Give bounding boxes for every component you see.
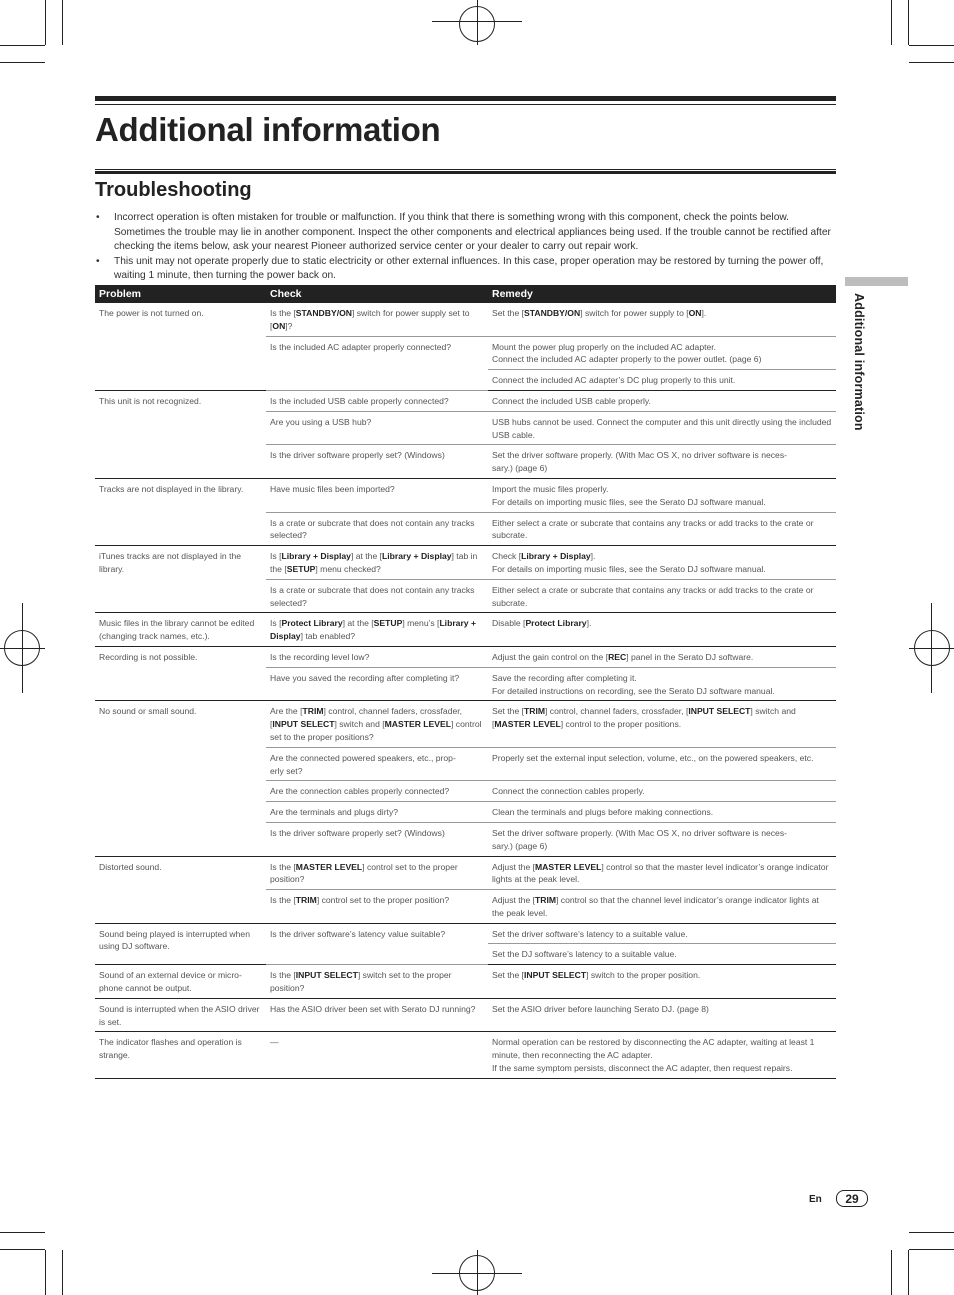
check-cell: Is the included USB cable properly connected? — [266, 390, 488, 411]
check-cell: Are you using a USB hub? — [266, 411, 488, 445]
problem-cell: The indicator flashes and operation is strange. — [95, 1032, 266, 1078]
crop-mark — [909, 1232, 954, 1233]
problem-cell: No sound or small sound. — [95, 701, 266, 856]
check-cell: Is the recording level low? — [266, 646, 488, 667]
remedy-cell: Adjust the gain control on the [REC] panel in the Serato DJ software. — [488, 646, 836, 667]
crop-mark — [45, 0, 46, 45]
table-row — [95, 390, 836, 411]
crop-mark — [891, 0, 892, 45]
problem-cell: Distorted sound. — [95, 856, 266, 923]
language-label: En — [809, 1194, 822, 1205]
crop-mark — [62, 1250, 63, 1295]
remedy-cell: Set the [INPUT SELECT] switch to the proper position. — [488, 965, 836, 999]
problem-cell: Sound being played is interrupted when using DJ software. — [95, 923, 266, 965]
table-row — [95, 701, 836, 747]
table-body — [95, 303, 836, 1078]
remedy-cell: Check [Library + Display]. For details on importing music files, see the Serato DJ software manual. — [488, 546, 836, 580]
check-cell: Is a crate or subcrate that does not contain any tracks selected? — [266, 512, 488, 546]
header-remedy: Remedy — [488, 285, 836, 303]
remedy-cell: Import the music files properly. For details on importing music files, see the Serato DJ software manual. — [488, 478, 836, 512]
title-rule-top — [95, 96, 836, 101]
crop-mark — [909, 62, 954, 63]
crop-mark — [891, 1250, 892, 1295]
page-title: Additional information — [95, 111, 441, 148]
table-row — [95, 546, 836, 580]
check-cell: Is [Protect Library] at the [SETUP] menu’s [Library + Display] tab enabled? — [266, 613, 488, 647]
remedy-cell: Save the recording after completing it. For detailed instructions on recording, see the Serato DJ software manual. — [488, 667, 836, 701]
remedy-cell: Set the [TRIM] control, channel faders, crossfader, [INPUT SELECT] switch and [MASTER LEVEL] control to the proper positions. — [488, 701, 836, 747]
crop-mark — [908, 1250, 909, 1295]
side-section-label: Additional information — [852, 293, 866, 431]
crop-mark — [0, 45, 45, 46]
problem-cell: Music files in the library cannot be edited (changing track names, etc.). — [95, 613, 266, 647]
crop-mark — [0, 1249, 45, 1250]
remedy-cell: Either select a crate or subcrate that contains any tracks or add tracks to the crate or subcrate. — [488, 512, 836, 546]
table-row — [95, 965, 836, 999]
page-number: 29 — [836, 1190, 868, 1207]
remedy-cell: Connect the included USB cable properly. — [488, 390, 836, 411]
check-cell: Are the connection cables properly connected? — [266, 781, 488, 802]
problem-cell: Sound is interrupted when the ASIO driver is set. — [95, 998, 266, 1032]
check-cell: Have music files been imported? — [266, 478, 488, 512]
check-cell: Is the [STANDBY/ON] switch for power supply set to [ON]? — [266, 303, 488, 336]
title-rule-bottom-thin — [95, 169, 836, 170]
table-row — [95, 613, 836, 647]
problem-cell: This unit is not recognized. — [95, 390, 266, 478]
problem-cell: Sound of an external device or micro- phone cannot be output. — [95, 965, 266, 999]
remedy-cell: Set the driver software’s latency to a suitable value. — [488, 923, 836, 944]
remedy-cell: Mount the power plug properly on the included AC adapter. Connect the included AC adapter properly to the power outlet. (page 6) — [488, 336, 836, 370]
check-cell: Is the driver software’s latency value suitable? — [266, 923, 488, 965]
problem-cell: The power is not turned on. — [95, 303, 266, 390]
remedy-cell: Properly set the external input selection, volume, etc., on the powered speakers, etc. — [488, 747, 836, 781]
check-cell: Are the connected powered speakers, etc., prop- erly set? — [266, 747, 488, 781]
check-cell: Is the included AC adapter properly connected? — [266, 336, 488, 390]
crop-mark — [0, 62, 45, 63]
remedy-cell: Set the driver software properly. (With Mac OS X, no driver software is neces- sary.) (page 6) — [488, 445, 836, 479]
remedy-cell: USB hubs cannot be used. Connect the computer and this unit directly using the included USB cable. — [488, 411, 836, 445]
remedy-cell: Set the [STANDBY/ON] switch for power supply to [ON]. — [488, 303, 836, 336]
problem-cell: Tracks are not displayed in the library. — [95, 478, 266, 545]
remedy-cell: Connect the included AC adapter’s DC plug properly to this unit. — [488, 370, 836, 391]
crop-mark — [909, 45, 954, 46]
check-cell: — — [266, 1032, 488, 1078]
check-cell: Is the driver software properly set? (Windows) — [266, 822, 488, 856]
table-row — [95, 998, 836, 1032]
crop-mark — [909, 1249, 954, 1250]
header-check: Check — [266, 285, 488, 303]
table-row — [95, 303, 836, 336]
remedy-cell: Adjust the [MASTER LEVEL] control so that the master level indicator’s orange indicator lights at the peak level. — [488, 856, 836, 890]
remedy-cell: Set the driver software properly. (With Mac OS X, no driver software is neces- sary.) (page 6) — [488, 822, 836, 856]
remedy-cell: Connect the connection cables properly. — [488, 781, 836, 802]
remedy-cell: Set the DJ software’s latency to a suitable value. — [488, 944, 836, 965]
table-row — [95, 923, 836, 944]
check-cell: Are the terminals and plugs dirty? — [266, 802, 488, 823]
check-cell: Is the driver software properly set? (Windows) — [266, 445, 488, 479]
check-cell: Is the [MASTER LEVEL] control set to the proper position? — [266, 856, 488, 890]
check-cell: Is the [INPUT SELECT] switch set to the proper position? — [266, 965, 488, 999]
table-row — [95, 646, 836, 667]
remedy-cell: Either select a crate or subcrate that contains any tracks or add tracks to the crate or subcrate. — [488, 579, 836, 613]
problem-cell: iTunes tracks are not displayed in the library. — [95, 546, 266, 613]
bullet-item: • This unit may not operate properly due to static electricity or other external influences. In this case, proper operation may be restored by turning the power off, waiting 1 minute, then turning the power back on. — [95, 255, 839, 284]
table-header-row — [95, 285, 836, 303]
check-cell: Is the [TRIM] control set to the proper position? — [266, 890, 488, 924]
crop-mark — [45, 1250, 46, 1295]
side-tab-marker — [845, 277, 908, 286]
remedy-cell: Adjust the [TRIM] control so that the channel level indicator’s orange indicator lights at the peak level. — [488, 890, 836, 924]
check-cell: Has the ASIO driver been set with Serato DJ running? — [266, 998, 488, 1032]
troubleshooting-table — [95, 285, 836, 1079]
section-title: Troubleshooting — [95, 179, 252, 201]
table-row — [95, 478, 836, 512]
remedy-cell: Clean the terminals and plugs before making connections. — [488, 802, 836, 823]
check-cell: Have you saved the recording after completing it? — [266, 667, 488, 701]
table-row — [95, 1032, 836, 1078]
title-rule-bottom — [95, 171, 836, 174]
remedy-cell: Disable [Protect Library]. — [488, 613, 836, 647]
remedy-cell: Set the ASIO driver before launching Serato DJ. (page 8) — [488, 998, 836, 1032]
check-cell: Are the [TRIM] control, channel faders, crossfader, [INPUT SELECT] switch and [MASTER LEVEL] control set to the proper positions? — [266, 701, 488, 747]
crop-mark — [908, 0, 909, 45]
problem-cell: Recording is not possible. — [95, 646, 266, 700]
bullet-item: • Incorrect operation is often mistaken for trouble or malfunction. If you think that there is something wrong with this component, check the points below. Sometimes the trouble may lie in another component. Inspect the other components and electrical appliances being used. If the trouble cannot be rectified after checking the items below, ask your nearest Pioneer authorized service center or your dealer to carry out repair work. — [95, 211, 839, 255]
intro-bullet-list — [95, 211, 839, 284]
check-cell: Is [Library + Display] at the [Library + Display] tab in the [SETUP] menu checked? — [266, 546, 488, 580]
header-problem: Problem — [95, 285, 266, 303]
title-rule-top-thin — [95, 104, 836, 105]
check-cell: Is a crate or subcrate that does not contain any tracks selected? — [266, 579, 488, 613]
crop-mark — [0, 1232, 45, 1233]
remedy-cell: Normal operation can be restored by disconnecting the AC adapter, waiting at least 1 minute, then reconnecting the AC adapter. If the same symptom persists, disconnect the AC adapter, then request repairs. — [488, 1032, 836, 1078]
table-row — [95, 856, 836, 890]
crop-mark — [62, 0, 63, 45]
